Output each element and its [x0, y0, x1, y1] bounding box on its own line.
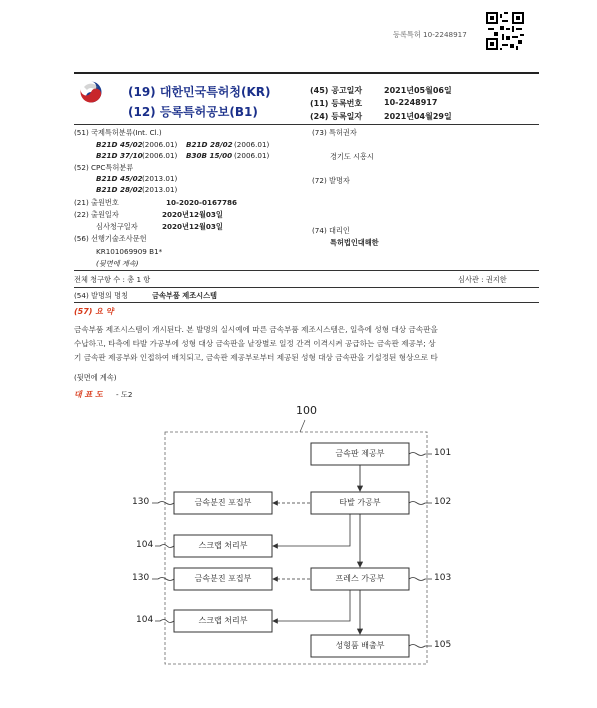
- diagram-ref-100: 100: [296, 404, 317, 417]
- ref-104: 104: [136, 540, 154, 550]
- prior-art-label: (56) 선행기술조사문헌: [74, 234, 147, 243]
- ipc-date: (2006.01): [142, 140, 178, 149]
- application-date: 2020년12월03일: [162, 210, 223, 219]
- ref-101: 101: [434, 448, 452, 458]
- patent-owner-address: 경기도 시흥시: [330, 152, 374, 161]
- product-discharge-label: 성형품 배출부: [335, 641, 385, 650]
- invention-title: 금속부품 제조시스템: [152, 291, 217, 300]
- application-number-label: (21) 출원번호: [74, 198, 119, 207]
- registration-number: 10-2248917: [384, 98, 438, 107]
- metal-plate-supply-label: 금속판 제공부: [335, 449, 385, 458]
- inventor-label: (72) 발명자: [312, 176, 350, 185]
- ref-130: 130: [132, 573, 150, 583]
- ref-102: 102: [434, 497, 452, 507]
- ipc-code: B21D 28/02: [186, 140, 233, 149]
- registration-date-label: (24) 등록일자: [310, 112, 363, 121]
- cpc-date: (2013.01): [142, 185, 178, 194]
- ref-130: 130: [132, 497, 150, 507]
- representative-figure-label: 대 표 도: [74, 390, 103, 399]
- examiner: 심사관 : 권지한: [458, 275, 507, 284]
- registration-date: 2021년04월29일: [384, 112, 452, 121]
- cpc-code: B21D 45/02: [96, 174, 143, 183]
- punching-unit-label: 타발 가공부: [339, 498, 381, 507]
- ref-103: 103: [434, 573, 452, 583]
- cpc-label: (52) CPC특허분류: [74, 163, 134, 172]
- ref-104: 104: [136, 615, 154, 625]
- abstract-line: 기 금속판 제공부와 인접하여 배치되고, 금속판 제공부로부터 제공된 성형 대상 금속판을 기설정된 형상으로 타: [74, 353, 438, 362]
- dust-collector-label: 금속분진 포집부: [194, 498, 252, 507]
- ref-105: 105: [434, 640, 452, 650]
- abstract-heading: (57) 요 약: [74, 307, 114, 316]
- scrap-processor-label: 스크랩 처리부: [198, 541, 248, 550]
- registration-number-header: 등록특허 10-2248917: [393, 30, 467, 39]
- examination-date-label: 심사청구일자: [96, 222, 138, 231]
- abstract-continued-note: (뒷면에 계속): [74, 373, 117, 382]
- total-claims: 전체 청구항 수 : 총 1 항: [74, 275, 151, 284]
- abstract-line: 수납하고, 타측에 타발 가공부에 성형 대상 금속판을 낱장별로 일정 간격 이격시켜 공급하는 금속판 제공부; 상: [74, 339, 436, 348]
- publication-type: (12) 등록특허공보(B1): [128, 105, 258, 119]
- agent-label: (74) 대리인: [312, 226, 350, 235]
- publication-date-label: (45) 공고일자: [310, 86, 363, 95]
- registration-number-label: (11) 등록번호: [310, 99, 363, 108]
- application-date-label: (22) 출원일자: [74, 210, 119, 219]
- dust-collector-label: 금속분진 포집부: [194, 574, 252, 583]
- abstract-line: 금속부품 제조시스템이 개시된다. 본 발명의 실시예에 따른 금속부품 제조시스템은, 일측에 성형 대상 금속판을: [74, 325, 438, 334]
- ipc-date: (2006.01): [142, 151, 178, 160]
- issuing-office: (19) 대한민국특허청(KR): [128, 85, 271, 99]
- ipc-code: B30B 15/00: [186, 151, 233, 160]
- invention-title-label: (54) 발명의 명칭: [74, 291, 129, 300]
- cpc-date: (2013.01): [142, 174, 178, 183]
- press-unit-label: 프레스 가공부: [335, 574, 385, 583]
- ipc-code: B21D 37/10: [96, 151, 143, 160]
- continued-note: (뒷면에 계속): [96, 259, 139, 268]
- publication-date: 2021년05월06일: [384, 86, 452, 95]
- ipc-code: B21D 45/02: [96, 140, 143, 149]
- ipc-date: (2006.01): [234, 151, 270, 160]
- examination-date: 2020년12월03일: [162, 222, 223, 231]
- ipc-date: (2006.01): [234, 140, 270, 149]
- prior-art-document: KR101069909 B1*: [96, 247, 163, 256]
- agent-name: 특허법인대해한: [330, 238, 379, 247]
- representative-figure-value: - 도2: [116, 390, 133, 399]
- scrap-processor-label: 스크랩 처리부: [198, 616, 248, 625]
- application-number: 10-2020-0167786: [166, 198, 237, 207]
- ipc-label: (51) 국제특허분류(Int. Cl.): [74, 128, 162, 137]
- cpc-code: B21D 28/02: [96, 185, 143, 194]
- patent-owner-label: (73) 특허권자: [312, 128, 357, 137]
